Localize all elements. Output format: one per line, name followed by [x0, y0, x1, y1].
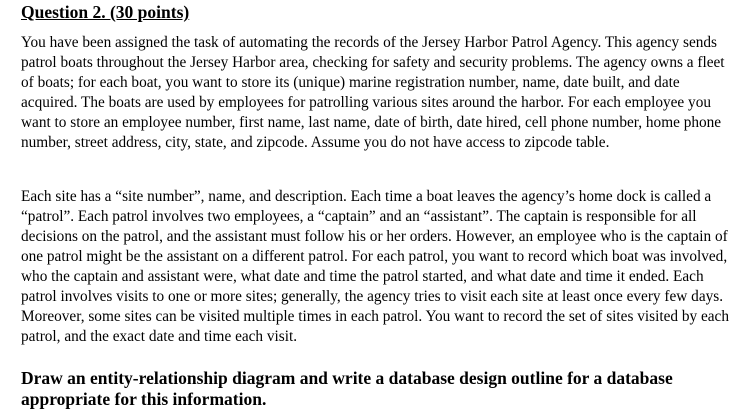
- paragraph-sites-patrols: Each site has a “site number”, name, and description. Each time a boat leaves the agency’s home dock is called a “patrol”. Each patrol involves two employees, a “captain” and an “assistant”. The captain is responsible for all decisions on the patrol, and the assistant must follow his or her orders. However, an employee who is the captain of one patrol might be the assistant on a different patrol. For each patrol, you want to record which boat was involved, who the captain and assistant were, what date and time the patrol started, and what date and time it ended. Each patrol involves visits to one or more sites; generally, the agency tries to visit each site at least once every few days. Moreover, some sites can be visited multiple times in each patrol. You want to record the set of sites visited by each patrol, and the exact date and time each visit.: [21, 188, 729, 345]
- question-title: Question 2. (30 points): [21, 2, 190, 22]
- instruction: Draw an entity-relationship diagram and write a database design outline for a database appropriate for this information.: [21, 368, 673, 409]
- paragraph-boats-employees: You have been assigned the task of automating the records of the Jersey Harbor Patrol Agency. This agency sends patrol boats throughout the Jersey Harbor area, checking for safety and security problems. The agency owns a fleet of boats; for each boat, you want to store its (unique) marine registration number, name, date built, and date acquired. The boats are used by employees for patrolling various sites around the harbor. For each employee you want to store an employee number, first name, last name, date of birth, date hired, cell phone number, home phone number, street address, city, state, and zipcode. Assume you do not have access to zipcode table.: [21, 34, 725, 151]
